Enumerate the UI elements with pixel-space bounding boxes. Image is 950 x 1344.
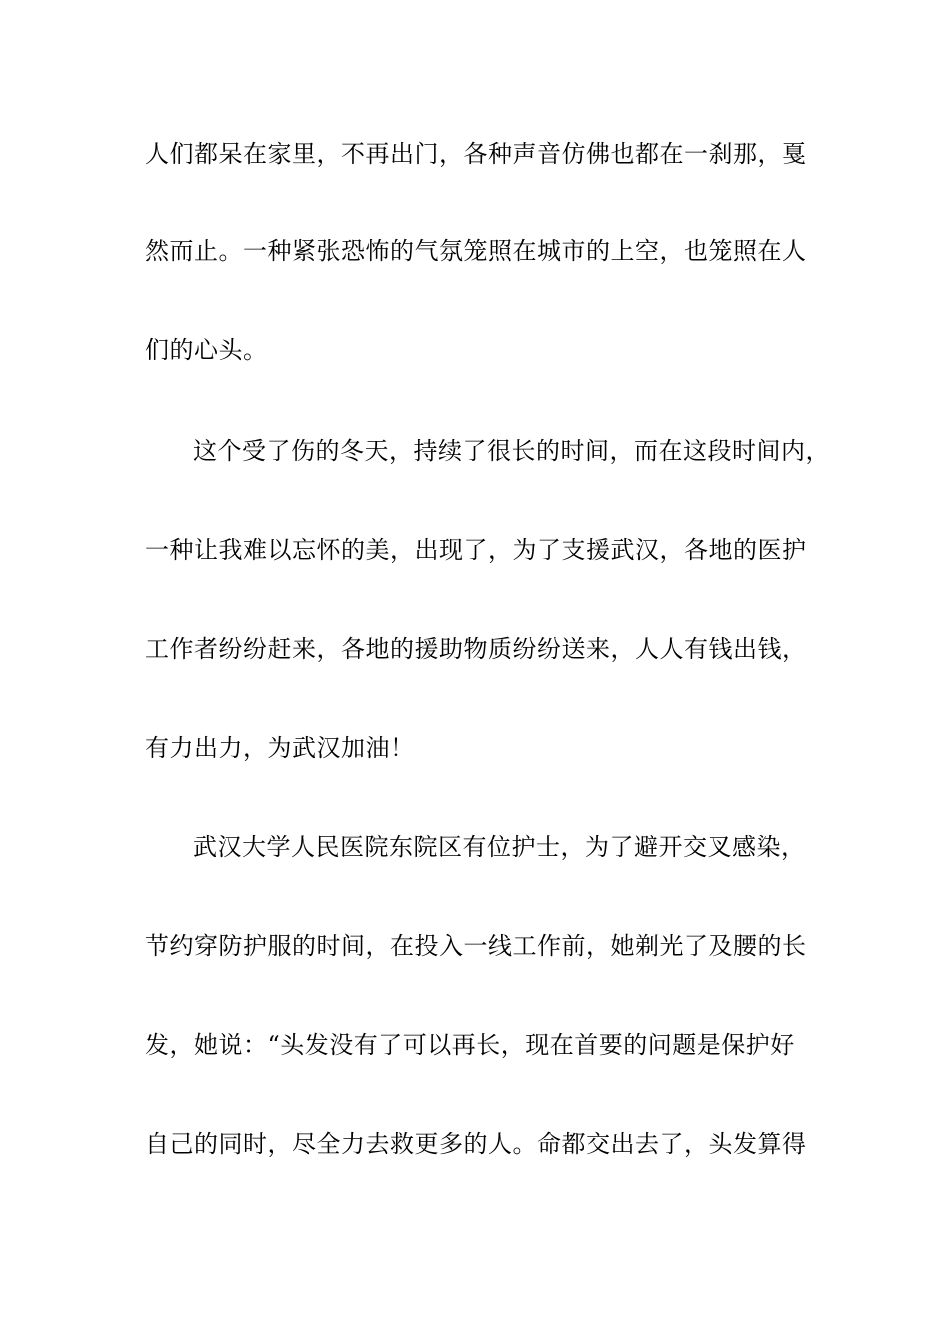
- text-line: 发，她说：“头发没有了可以再长，现在首要的问题是保护好: [145, 1031, 795, 1059]
- text-line: 工作者纷纷赶来，各地的援助物质纷纷送来，人人有钱出钱，: [145, 635, 807, 663]
- paragraph-start-line: 这个受了伤的冬天，持续了很长的时间，而在这段时间内，: [193, 437, 830, 465]
- text-line: 自己的同时，尽全力去救更多的人。命都交出去了，头发算得: [145, 1130, 807, 1158]
- text-line: 然而止。一种紧张恐怖的气氛笼照在城市的上空，也笼照在人: [145, 237, 807, 265]
- text-line: 们的心头。: [145, 336, 268, 364]
- text-line: 节约穿防护服的时间，在投入一线工作前，她剃光了及腰的长: [145, 932, 807, 960]
- paragraph-start-line: 武汉大学人民医院东院区有位护士，为了避开交叉感染，: [193, 833, 806, 861]
- text-line: 一种让我难以忘怀的美，出现了，为了支援武汉，各地的医护: [145, 536, 807, 564]
- text-line: 有力出力，为武汉加油！: [145, 734, 415, 762]
- text-line: 人们都呆在家里，不再出门，各种声音仿佛也都在一刹那，戛: [145, 140, 807, 168]
